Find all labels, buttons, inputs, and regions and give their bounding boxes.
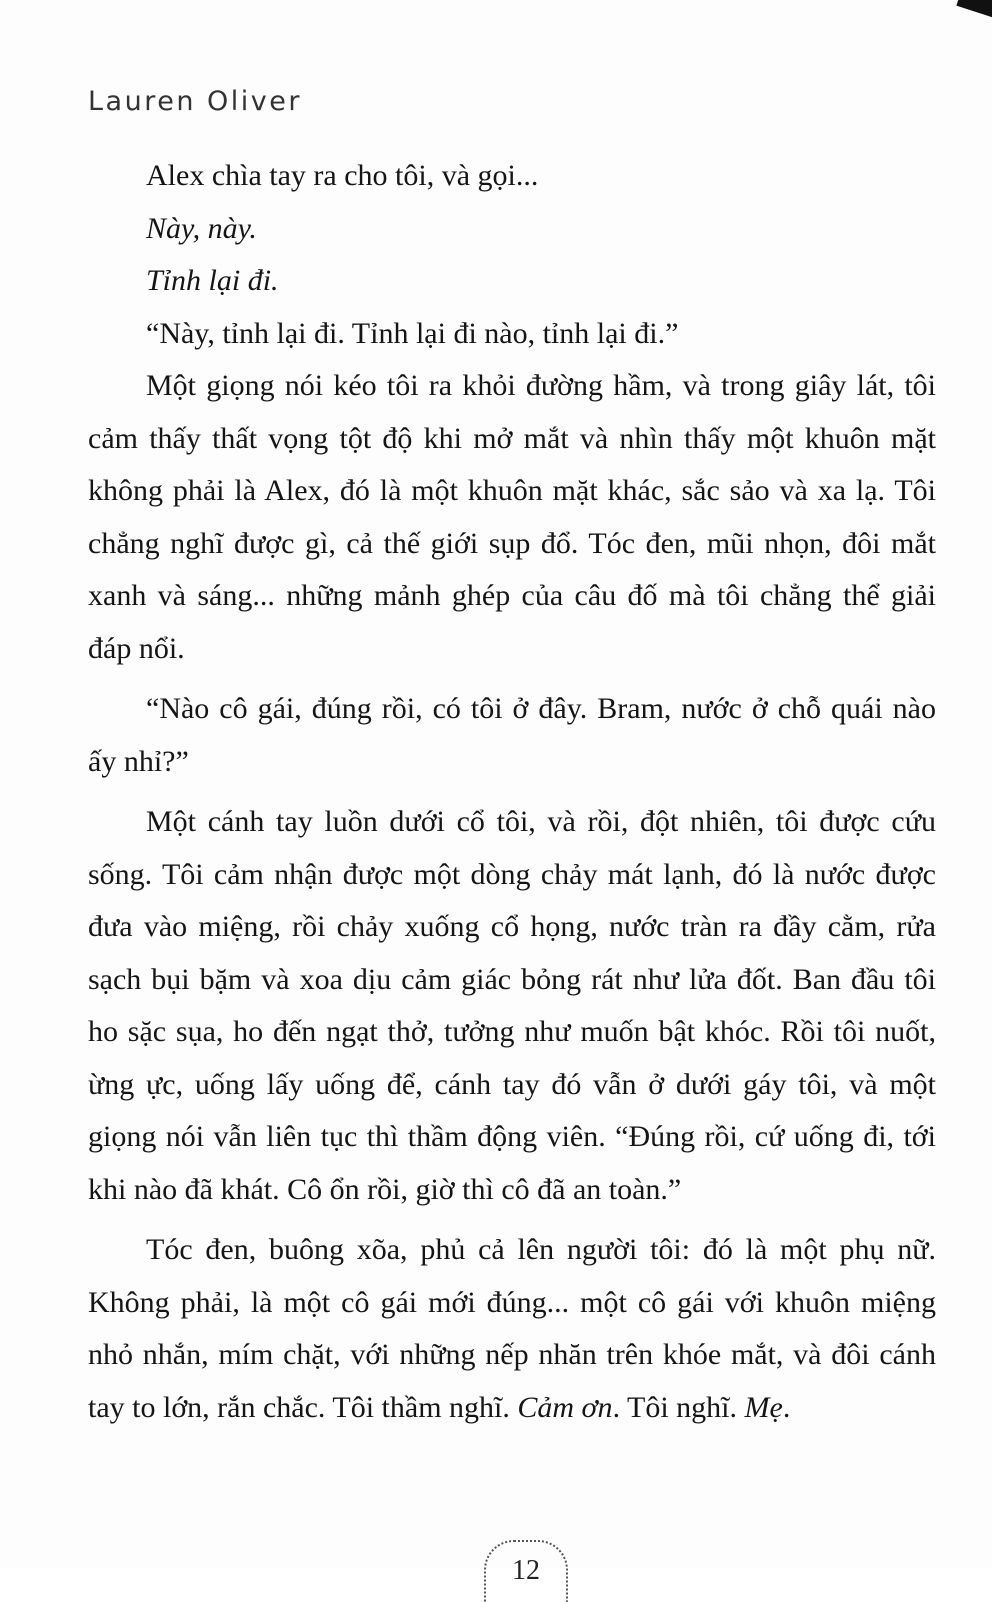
- body-text: [88, 150, 936, 1434]
- paragraph: Alex chìa tay ra cho tôi, và gọi...: [146, 159, 539, 192]
- text-run: . Tôi nghĩ.: [612, 1390, 745, 1424]
- paragraph: Một cánh tay luồn dưới cổ tôi, và rồi, đột nhiên, tôi được cứu sống. Tôi cảm nhận được một dòng chảy mát lạnh, đó là nước được đưa vào miệng, rồi chảy xuống cổ họng, nước tràn ra đầy cằm, rửa sạch bụi bặm và xoa dịu cảm giác bỏng rát như lửa đốt. Ban đầu tôi ho sặc sụa, ho đến ngạt thở, tưởng như muốn bật khóc. Rồi tôi nuốt, ừng ực, uống lấy uống để, cánh tay đó vẫn ở dưới gáy tôi, và một giọng nói vẫn liên tục thì thầm động viên. “Đúng rồi, cứ uống đi, tới khi nào đã khát. Cô ổn rồi, giờ thì cô đã an toàn.”: [88, 805, 936, 1206]
- paragraph: [88, 1224, 936, 1434]
- italic-word: Mẹ: [744, 1390, 783, 1424]
- text-run: .: [782, 1390, 791, 1424]
- italic-line: Tỉnh lại đi.: [146, 264, 279, 297]
- paragraph: “Này, tỉnh lại đi. Tỉnh lại đi nào, tỉnh lại đi.”: [146, 316, 679, 350]
- italic-word: Cảm ơn: [517, 1390, 613, 1424]
- paragraph-italic: [88, 255, 936, 308]
- scan-corner-shadow: [956, 0, 992, 24]
- italic-line: Này, này.: [146, 211, 257, 245]
- text-run: Tóc đen, buông xõa, phủ cả lên người tôi: đó là một phụ nữ. Không phải, là một cô gái mới đúng... một cô gái với khuôn miệng nhỏ nhắn, mím chặt, với những nếp nhăn trên khóe mắt, và đôi cánh tay to lớn, rắn chắc. Tôi thầm nghĩ.: [88, 1233, 936, 1424]
- page-number: 12: [484, 1540, 568, 1602]
- paragraph: Một giọng nói kéo tôi ra khỏi đường hầm, và trong giây lát, tôi cảm thấy thất vọng tột độ khi mở mắt và nhìn thấy một khuôn mặt không phải là Alex, đó là một khuôn mặt khác, sắc sảo và xa lạ. Tôi chẳng nghĩ được gì, cả thế giới sụp đổ. Tóc đen, mũi nhọn, đôi mắt xanh và sáng... những mảnh ghép của câu đố mà tôi chẳng thể giải đáp nổi.: [88, 369, 936, 665]
- running-header-author: Lauren Oliver: [88, 86, 302, 117]
- paragraph-italic: [88, 203, 936, 256]
- paragraph: “Nào cô gái, đúng rồi, có tôi ở đây. Bram, nước ở chỗ quái nào ấy nhỉ?”: [88, 692, 936, 778]
